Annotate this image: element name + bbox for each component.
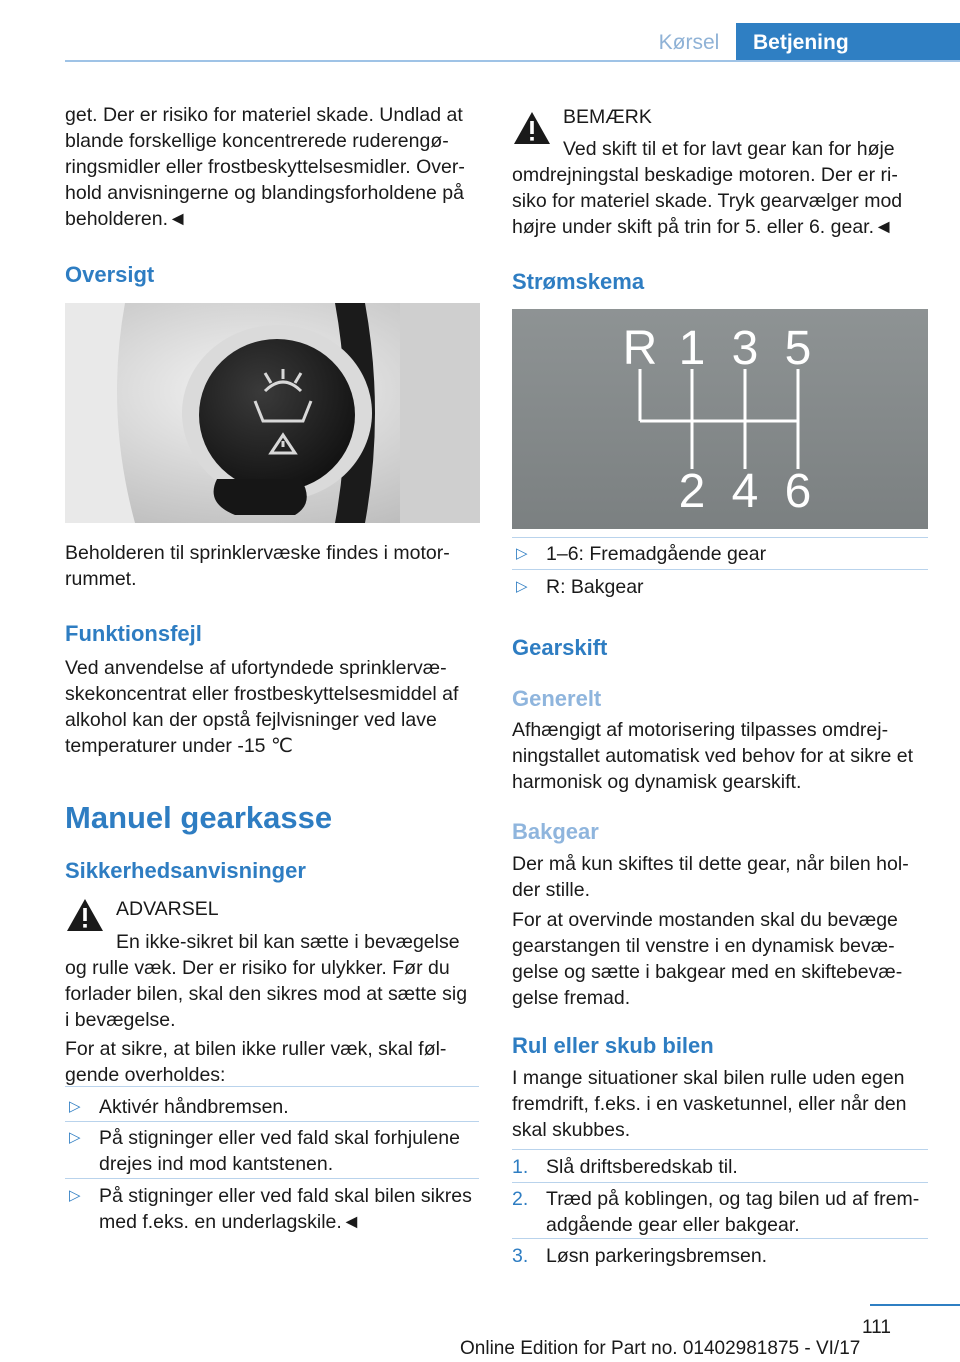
separator: [512, 1182, 928, 1183]
notice-paragraph: omdrejningstal beskadige motoren. Der er ri- siko for materiel skade. Tryk gearvælger mod højre under skift på trin for 5. eller 6. gear.◄: [512, 164, 903, 238]
bakgear-paragraph-1: Der må kun skiftes til dette gear, når bilen hol- der stille.: [512, 853, 909, 901]
bakgear-paragraph-2: For at overvinde mostanden skal du bevæge gearstangen til venstre i en dynamisk bevæ- gelse og sætte i bakgear med en skiftebevæ- gelse fremad.: [512, 909, 903, 1009]
gear-3-label: 3: [731, 322, 759, 375]
header-rule: [65, 60, 960, 62]
heading-stromskema: Strømskema: [512, 269, 645, 294]
separator: [65, 1086, 479, 1087]
safety-bullets: [65, 1094, 485, 1120]
gear-4-label: 4: [731, 465, 759, 518]
triangle-bullet-icon: ▷: [516, 545, 528, 562]
steps-list: [512, 1154, 942, 1180]
generelt-paragraph: Afhængigt af motorisering tilpasses omdrej- ningstallet automatisk ved behov for at sikre et harmonisk og dynamisk gearskift.: [512, 719, 914, 793]
list-item: ▷ R: Bakgear: [516, 576, 644, 598]
edition-text: Online Edition for Part no. 01402981875 - VI/17: [460, 1338, 861, 1359]
separator: [65, 1121, 479, 1122]
list-item: ▷ Aktivér håndbremsen.: [69, 1096, 289, 1118]
heading-generelt: Generelt: [512, 686, 602, 711]
heading-oversigt: Oversigt: [65, 262, 155, 287]
separator: [65, 1178, 479, 1179]
list-item: 3. Løsn parkeringsbremsen.: [512, 1245, 768, 1267]
triangle-bullet-icon: ▷: [516, 578, 528, 595]
shift-pattern-diagram: [512, 309, 928, 529]
list-item: ▷ På stigninger eller ved fald skal forhjulene drejes ind mod kantstenen.: [69, 1127, 460, 1175]
triangle-bullet-icon: ▷: [69, 1187, 81, 1204]
warning-paragraph: og rulle væk. Der er risiko for ulykker. Før du forlader bilen, skal den sikres mod at sætte sig i bevægelse.: [65, 957, 468, 1031]
gear-1-label: 1: [678, 322, 706, 375]
heading-gearskift: Gearskift: [512, 635, 608, 660]
notice-icon: [512, 110, 552, 146]
warning-label: ADVARSEL: [116, 898, 219, 920]
separator: [512, 1238, 928, 1239]
funktionsfejl-paragraph: Ved anvendelse af ufortyndede sprinklervæ- skekoncentrat eller frostbeskyttelsesmiddel af alkohol kan der opstå fejlvisninger ved lave temperaturer under -15 ℃: [65, 657, 459, 757]
safety-bullets: [65, 1183, 485, 1235]
notice-line-1: Ved skift til et for lavt gear kan for høje: [563, 138, 895, 160]
triangle-bullet-icon: ▷: [69, 1098, 81, 1115]
header-tab-betjening: Betjening: [736, 23, 960, 62]
footer-rule: [870, 1304, 960, 1306]
gear-bullets: [512, 574, 932, 600]
list-item: 2. Træd på koblingen, og tag bilen ud af frem- adgående gear eller bakgear.: [512, 1188, 920, 1236]
warning-icon: [65, 897, 105, 933]
rul-paragraph: I mange situationer skal bilen rulle uden egen fremdrift, f.eks. i en vasketunnel, eller når den skal skubbes.: [512, 1067, 907, 1141]
heading-bakgear: Bakgear: [512, 819, 599, 844]
washer-reservoir-photo: [65, 303, 480, 523]
steps-list: [512, 1243, 942, 1269]
steps-list: [512, 1186, 942, 1238]
list-item: ▷ På stigninger eller ved fald skal bilen sikres med f.eks. en underlagskile.◄: [69, 1185, 472, 1233]
page-number: 111: [862, 1317, 891, 1338]
gear-2-label: 2: [678, 465, 706, 518]
washer-cap-illustration: [65, 303, 480, 523]
section-title: Manuel gearkasse: [65, 800, 333, 835]
gear-bullets: [512, 541, 932, 567]
header-tab-korsel: Kørsel: [658, 30, 720, 54]
secure-paragraph: For at sikre, at bilen ikke ruller væk, skal føl- gende overholdes:: [65, 1038, 447, 1086]
gear-5-label: 5: [784, 322, 812, 375]
list-item: ▷ 1–6: Fremadgående gear: [516, 543, 767, 565]
heading-rul-eller-skub: Rul eller skub bilen: [512, 1033, 714, 1058]
shift-pattern-svg: [512, 309, 928, 529]
triangle-bullet-icon: ▷: [69, 1129, 81, 1146]
separator: [512, 537, 928, 538]
heading-sikkerhed: Sikkerhedsanvisninger: [65, 858, 306, 883]
gear-r-label: R: [622, 322, 658, 375]
safety-bullets: [65, 1125, 485, 1177]
notice-label: BEMÆRK: [563, 106, 652, 128]
separator: [512, 1149, 928, 1150]
gear-6-label: 6: [784, 465, 812, 518]
list-item: 1. Slå driftsberedskab til.: [512, 1156, 738, 1178]
heading-funktionsfejl: Funktionsfejl: [65, 621, 202, 646]
intro-paragraph: get. Der er risiko for materiel skade. Undlad at blande forskellige koncentrerede ruderengø- ringsmidler eller frostbeskyttelsesmidler. Over- hold anvisningerne og blandingsforholdene på beholderen.◄: [65, 104, 465, 230]
photo-caption: Beholderen til sprinklervæske findes i motor- rummet.: [65, 542, 450, 590]
separator: [512, 569, 928, 570]
warning-line-1: En ikke-sikret bil kan sætte i bevægelse: [116, 931, 460, 953]
